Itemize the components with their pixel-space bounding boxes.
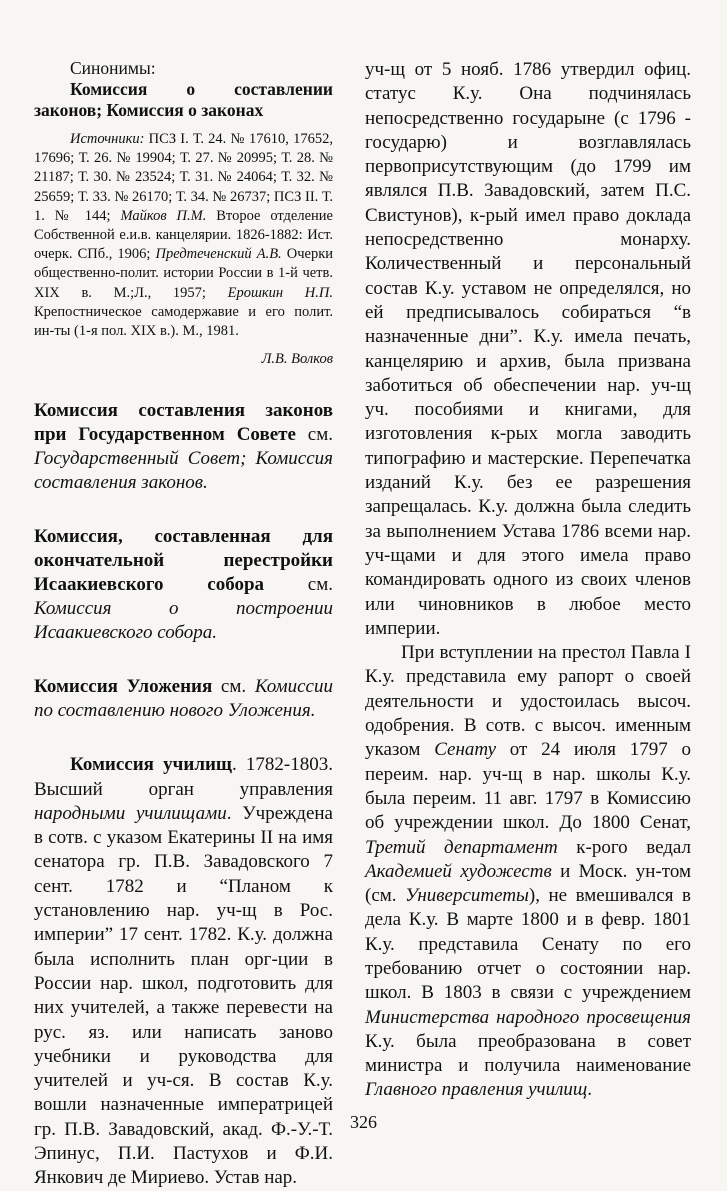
- paragraph-pavel: [365, 641, 691, 1103]
- see-word: см.: [264, 574, 333, 596]
- cross-reference: Главного правления училищ: [365, 1079, 588, 1101]
- cross-reference: Комиссии по составлению нового Уложения.: [34, 676, 333, 722]
- see-word: см.: [295, 424, 333, 446]
- paragraph-continuation: уч-щ от 5 нояб. 1786 утвердил офиц. статус К.у. Она подчинялась непосредственно государыне (с 1796 - государю) и возглавлялась первоприсутствующим (до 1799 им являлся П.В. Завадовский, затем П.С. Свистунов), к-рый имел право доклада непосредственно монарху. Количественный и персональный состав К.у. уставом не определялся, но ей предписывалось собираться “в назначенные дни”. К.у. имела печать, канцелярию и архив, была призвана заботиться об обеспечении нар. уч-щ уч. пособиями и книгами, для изготовления к-рых могла заводить типографию и мастерские. Перепечатка изданий К.у. без ее разрешения запрещалась. К.у. должна была следить за выполнением Устава 1786 всеми нар. уч-щами и для этого имела право командировать одного из своих членов или чиновников в любое место империи.: [365, 59, 691, 639]
- source-author-1: Майков П.М.: [120, 207, 207, 224]
- paragraph-text: ), не вмешивался в дела К.у. В марте 1800 и в февр. 1801 К.у. представила Сенату по его требованию отчет о состоянии нар. школ. В 1803 в связи с учреждением: [365, 885, 691, 1004]
- cross-reference: Министерства народного просвещения: [365, 1006, 691, 1028]
- paragraph-text: от 24 июля 1797 о переим. нар. уч-щ в нар. школы К.у. была переим. 11 авг. 1797 в Комиссию об учреждении школ. До 1800 Сенат,: [365, 739, 691, 834]
- entry-title: Комиссия училищ: [70, 754, 232, 776]
- entry-title: Комиссия Уложения: [34, 676, 213, 698]
- see-word: см.: [212, 676, 255, 698]
- synonyms-label: Синонимы:: [70, 58, 156, 78]
- article-author: Л.В. Волков: [261, 351, 333, 368]
- sources-text-2: Второе отделение Собственной е.и.в. канцелярии. 1826-1882: Ист. очерк. СПб., 1906;: [34, 207, 333, 263]
- synonyms-names: Комиссия о составлении законов; Комиссия о законах: [34, 79, 333, 120]
- paragraph-text: При вступлении на престол Павла I К.у. представила ему рапорт о своей деятельности и удостоилась высоч. одобрения. В сотв. с высоч. именным указом: [365, 642, 691, 761]
- sources-text-4: Крепостническое самодержавие и его полит. ин-ты (1-я пол. XIX в.). М., 1981.: [34, 303, 333, 340]
- sources-text-1: ПСЗ I. Т. 24. № 17610, 17652, 17696; Т. 26. № 19904; Т. 27. № 20995; Т. 28. № 21187; Т. 30. № 23524; Т. 31. № 24064; Т. 32. № 25659; Т. 33. № 26170; Т. 34. № 26737; ПСЗ II. Т. 1. № 144;: [34, 131, 333, 224]
- page-number: 326: [350, 1112, 377, 1132]
- cross-reference: народными училищами: [34, 802, 227, 824]
- cross-reference: Комиссия о построении Исаакиевского собора.: [34, 598, 333, 644]
- paragraph-text: к-рого ведал: [557, 836, 691, 858]
- paragraph-text: .: [587, 1079, 592, 1101]
- source-author-2: Предтеченский А.В.: [155, 246, 282, 263]
- right-column: [365, 58, 691, 1103]
- paragraph-text: К.у. была преобразована в совет министра и получила наименование: [365, 1030, 691, 1077]
- paragraph-text: и Моск. ун-том (см.: [365, 860, 692, 907]
- cross-reference: Сенату: [434, 739, 497, 761]
- sources-block: [34, 130, 333, 341]
- entry-commission-ulozhenie: [34, 675, 333, 723]
- cross-reference: Государственный Совет; Комиссия составления законов.: [34, 448, 333, 494]
- cross-reference: Третий департамент: [365, 836, 558, 858]
- entry-title: Комиссия составления законов при Государственном Совете: [34, 400, 333, 446]
- entry-commission-isaac-cathedral: [34, 525, 333, 645]
- entry-commission-codification: [34, 399, 333, 495]
- sources-label: Источники:: [70, 131, 145, 147]
- left-column: [34, 58, 333, 1191]
- entry-text: . 1782-1803. Высший орган управления: [34, 754, 333, 800]
- cross-reference: Университеты: [405, 885, 529, 907]
- entry-text: . Учреждена в сотв. с указом Екатерины II на имя сенатора гр. П.В. Завадовского 7 сент. 1782 и “Планом к установлению нар. уч-щ в Рос. империи” 17 сент. 1782. К.у. должна была исполнить план орг-ции в России нар. школ, подготовить для них учителей, а также перевести на рус. яз. или написать заново учебники и руководства для учителей и уч-ся. В состав К.у. вошли назначенные императрицей гр. П.В. Завадовский, акад. Ф.-У.-Т. Эпинус, П.И. Пастухов и Ф.И. Янкович де Мириево. Устав нар.: [34, 802, 333, 1189]
- cross-reference: Академией художеств: [365, 860, 552, 882]
- source-author-3: Ерошкин Н.П.: [227, 284, 333, 301]
- sources-text-3: Очерки общественно-полит. истории России в 1-й четв. XIX в. М.;Л., 1957;: [34, 246, 334, 301]
- entry-title: Комиссия, составленная для окончательной перестройки Исаакиевского собора: [34, 526, 333, 596]
